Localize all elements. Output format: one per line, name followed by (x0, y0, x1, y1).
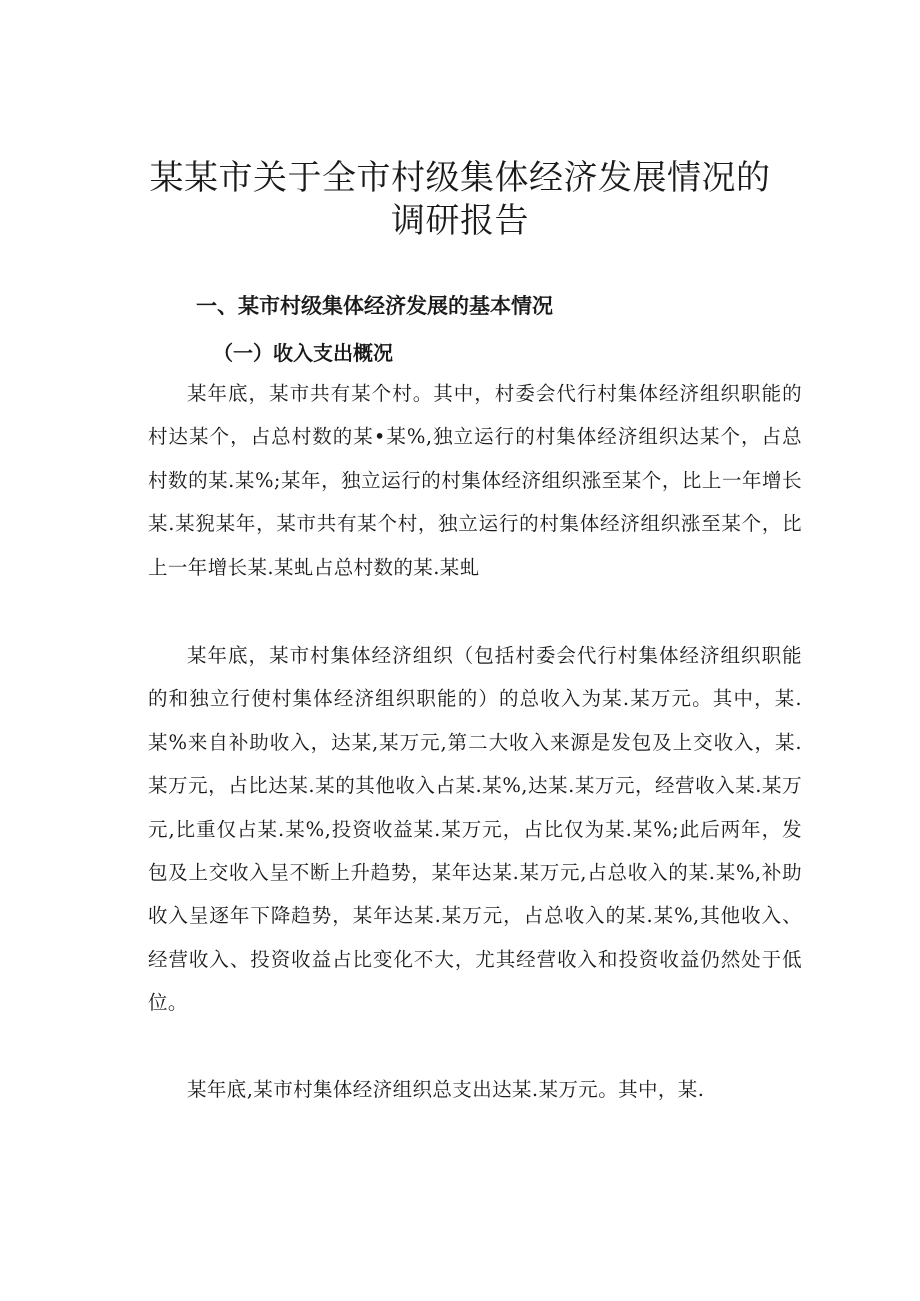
subsection-heading-income-expenditure: （一）收入支出概况 (213, 341, 393, 365)
document-title-line-2: 调研报告 (391, 201, 529, 241)
paragraph-village-count: 某年底，某市共有某个村。其中，村委会代行村集体经济组织职能的村达某个，占总村数的某•某%,独立运行的村集体经济组织达某个，占总村数的某.某%;某年，独立运行的村集体经济组织涨至某个，比上一年增长某.某猊某年，某市共有某个村，独立运行的村集体经济组织涨至某个，比上一年增长某.某虬占总村数的某.某虬 (148, 382, 802, 579)
paragraph-total-expenditure: 某年底,某市村集体经济组织总支出达某.某万元。其中，某. (187, 1078, 705, 1101)
document-title-line-1: 某某市关于全市村级集体经济发展情况的 (149, 158, 771, 198)
paragraph-total-income: 某年底，某市村集体经济组织（包括村委会代行村集体经济组织职能的和独立行使村集体经济组织职能的）的总收入为某.某万元。其中，某.某%来自补助收入，达某,某万元,第二大收入来源是发包及上交收入，某.某万元，占比达某.某的其他收入占某.某%,达某.某万元，经营收入某.某万元,比重仅占某.某%,投资收益某.某万元，占比仅为某.某%;此后两年，发包及上交收入呈不断上升趋势，某年达某.某万元,占总收入的某.某%,补助收入呈逐年下降趋势，某年达某.某万元，占总收入的某.某%,其他收入、经营收入、投资收益占比变化不大，尤其经营收入和投资收益仍然处于低位。 (148, 644, 802, 1015)
section-heading-basic-situation: 一、某市村级集体经济发展的基本情况 (196, 294, 553, 318)
